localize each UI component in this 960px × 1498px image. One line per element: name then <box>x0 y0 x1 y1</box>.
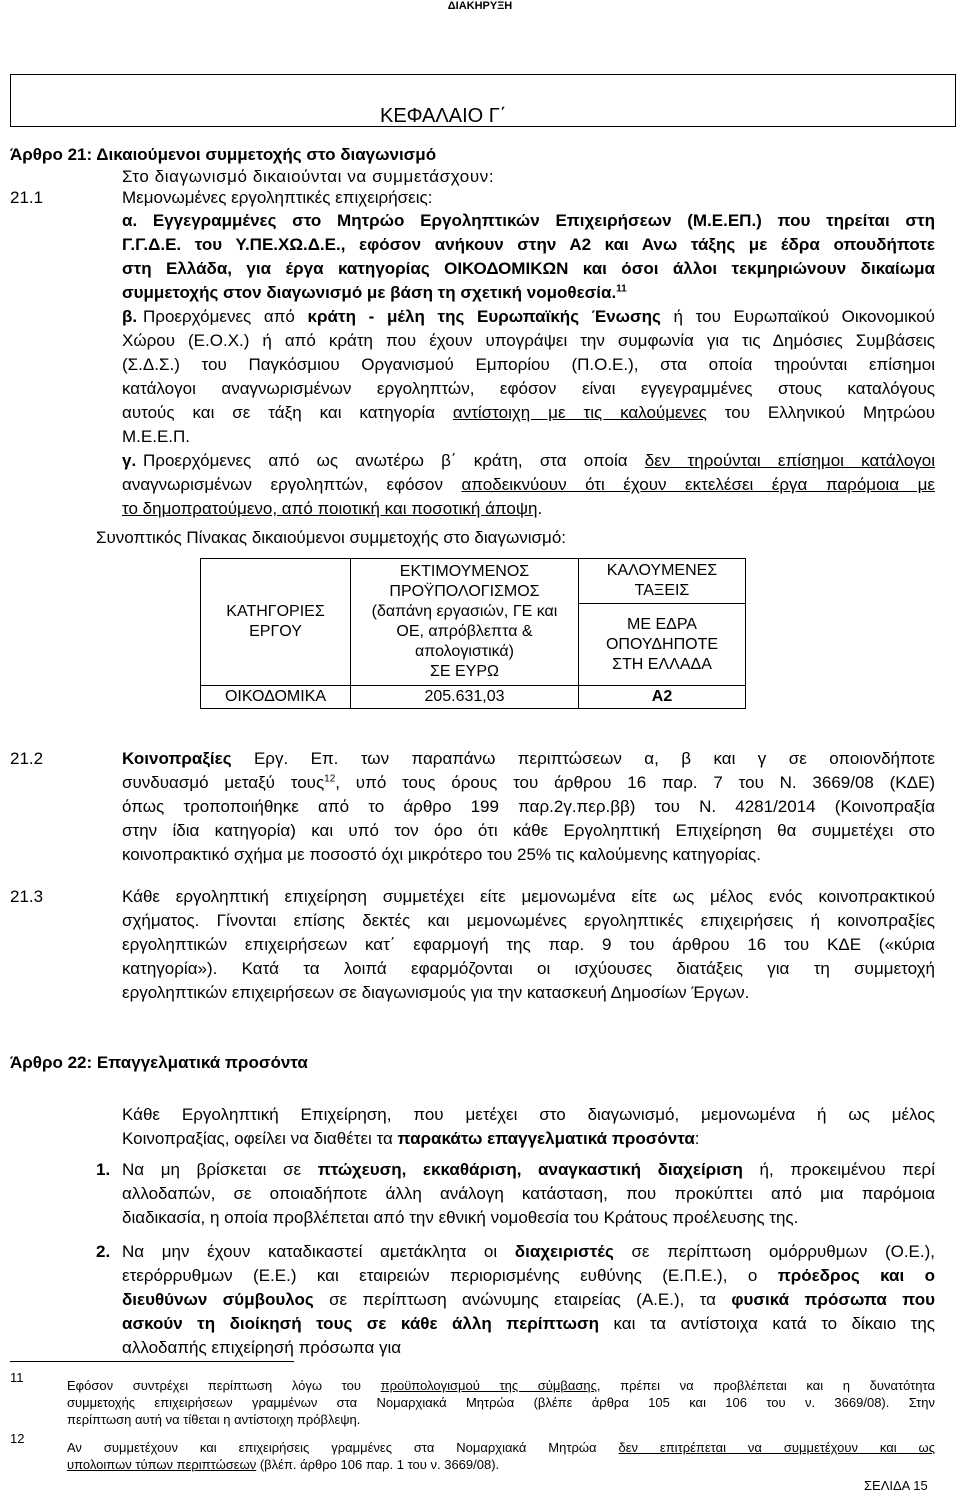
cell-category: ΟΙΚΟΔΟΜΙΚΑ <box>201 686 351 709</box>
footnote-12-line-1 <box>67 1440 935 1455</box>
footnote-12-number: 12 <box>10 1431 25 1446</box>
item-b-line-2: Χώρου (Ε.Ο.Χ.) ή από κράτη που έχουν υπογράψει την συμφωνία για τις Δημόσιες Συμβάσεις <box>122 331 935 350</box>
header-budget-line-5: απολογιστικά) <box>415 643 514 660</box>
item-1-line-1-a: Να μη βρίσκεται σε <box>122 1160 318 1179</box>
item-a-line-3: στη Ελλάδα, για έργα κατηγορίας ΟΙΚΟΔΟΜΙΚΩΝ και όσοι άλλοι τεκμηριώνουν δικαίωμα <box>122 259 935 278</box>
footnote-12-line-1-underline: δεν επιτρέπεται να συμμετέχουν και ως <box>618 1440 935 1455</box>
section-21-2-line-5: κοινοπρακτικό σχήμα με ποσοστό όχι μικρότερο του 25% τις καλούμενης κατηγορίας. <box>122 845 761 864</box>
header-categories-line-1: ΚΑΤΗΓΟΡΙΕΣ <box>226 603 325 620</box>
item-a-line-2-bold: Γ.Γ.Δ.Ε. του Υ.ΠΕ.ΧΩ.Δ.Ε. <box>122 235 341 254</box>
header-classes <box>579 559 746 604</box>
section-21-1-number: 21.1 <box>10 188 44 207</box>
item-2-line-1-bold: διαχειριστές <box>514 1242 614 1261</box>
item-c-line-3-underline: το δημοπρατούμενο, από ποιοτική και ποσοτική άποψη <box>122 499 538 518</box>
section-21-2-line-1 <box>122 749 935 769</box>
item-b-line-1-a: Προερχόμενες από <box>143 307 308 326</box>
header-budget-line-3: (δαπάνη εργασιών, ΓΕ και <box>371 603 558 620</box>
item-2-line-1-a: Να μην έχουν καταδικαστεί αμετάκλητα οι <box>122 1242 515 1261</box>
item-a-line-2-rest: , εφόσον ανήκουν στην Α2 και Ανω τάξης με έδρα οπουδήποτε <box>340 235 935 254</box>
header-budget-line-2: ΠΡΟΫΠΟΛΟΓΙΣΜΟΣ <box>389 583 540 600</box>
section-21-2-line-1-rest: Εργ. Επ. των παραπάνω περιπτώσεων α, β και γ σε οποιονδήποτε <box>231 749 935 768</box>
item-b-line-5 <box>122 403 935 423</box>
item-a-line-4-text: συμμετοχής στον διαγωνισμό με βάση τη σχετική νομοθεσία. <box>122 283 617 302</box>
item-b-line-6: Μ.Ε.Ε.Π. <box>122 427 191 446</box>
header-location <box>579 604 746 686</box>
item-2-line-4-b: και τα αντίστοιχα κατά το δίκαιο της <box>599 1314 936 1333</box>
footnote-11-line-1-c: , πρέπει να προβλέπεται και η δυνατότητα <box>596 1378 935 1393</box>
item-2-line-4-bold: ασκούν τη διοίκησή τους σε κάθε άλλη περίπτωση <box>122 1314 600 1333</box>
section-21-3-line-5: εργοληπτικών επιχειρήσεων σε διαγωνισμούς για την κατασκευή Δημοσίων Έργων. <box>122 983 750 1002</box>
item-b-line-5-underline: αντίστοιχη με τις καλούμενες <box>452 403 707 422</box>
item-1-number: 1. <box>96 1160 111 1179</box>
footnote-ref-11: 11 <box>616 283 627 295</box>
article-21-title: Άρθρο 21: Δικαιούμενοι συμμετοχής στο διαγωνισμό <box>10 145 437 164</box>
article-22-para-line-2-bold: παρακάτω επαγγελματικά προσόντα <box>397 1129 695 1148</box>
item-2-line-2 <box>122 1266 935 1286</box>
footnote-11-line-2: συμμετοχής επιχειρήσεων γραμμένων στα Νομαρχιακά Μητρώα (βλέπε άρθρα 105 και 106 του ν. 3669/08). Στην <box>67 1395 935 1410</box>
item-b-line-5-a: αυτούς και σε τάξη και κατηγορία <box>122 403 453 422</box>
item-2-line-4 <box>122 1314 935 1334</box>
header-location-line-1: ΜΕ ΕΔΡΑ <box>627 615 697 633</box>
header-budget-line-1: ΕΚΤΙΜΟΥΜΕΝΟΣ <box>399 563 530 580</box>
item-c-line-1-underline: δεν τηρούνται επίσημοι κατάλογοι <box>644 451 936 470</box>
section-21-3-number: 21.3 <box>10 887 44 906</box>
footnote-11-line-3: περίπτωση αυτή να τίθεται η αντίστοιχη πρόβλεψη. <box>67 1412 361 1427</box>
item-2-line-3-bold-c: φυσικά πρόσωπα που <box>731 1290 935 1309</box>
item-c-line-1 <box>143 451 935 471</box>
footnote-12-line-2-b: (βλέπ. άρθρο 106 παρ. 1 του ν. 3669/08). <box>256 1457 500 1472</box>
item-2-line-5: αλλοδαπής επιχείρησή πρόσωπα για <box>122 1338 402 1357</box>
footnote-12-line-2-underline: υπολοιπων τύπων περιπτώσεων <box>67 1457 257 1472</box>
header-classes-line-1: ΚΑΛΟΥΜΕΝΕΣ <box>606 562 718 580</box>
item-2-line-3 <box>122 1290 935 1310</box>
item-2-line-3-bold-a: διευθύνων σύμβουλος <box>122 1290 314 1309</box>
footnote-11-line-1-a: Εφόσον συντρέχει περίπτωση λόγω του <box>67 1378 381 1393</box>
article-21-intro: Στο διαγωνισμό δικαιούνται να συμμετάσχουν: <box>122 167 495 186</box>
header-categories <box>201 559 351 686</box>
header-location-line-3: ΣΤΗ ΕΛΛΑΔΑ <box>612 655 712 673</box>
section-21-2-bold: Κοινοπραξίες <box>122 749 232 768</box>
section-21-3-line-4: κατηγορία»). Κατά τα λοιπά εφαρμόζονται οι ισχύουσες διατάξεις για τη συμμετοχή <box>122 959 935 978</box>
footnote-ref-12: 12 <box>324 773 336 785</box>
summary-table <box>200 558 746 709</box>
item-1-line-1-c: ή, προκειμένου περί <box>742 1160 935 1179</box>
item-b-line-1 <box>143 307 935 327</box>
item-b-line-3: (Σ.Δ.Σ.) του Παγκόσμιου Οργανισμού Εμπορίου (Π.Ο.Ε.), στα οποία τηρούνται επίσημοι <box>122 355 935 374</box>
section-21-2-line-2-b: , υπό τους όρους του άρθρου 16 παρ. 7 του Ν. 3669/08 (ΚΔΕ) <box>335 773 935 792</box>
item-c-label: γ. <box>122 451 137 470</box>
item-2-line-2-bold: πρόεδρος και ο <box>777 1266 935 1285</box>
item-a-line-4 <box>122 283 627 303</box>
section-21-3-line-2: σχήματος. Γίνονται επίσης δεκτές και μεμονωμένες εργοληπτικές επιχειρήσεις ή κοινοπραξίες <box>122 911 935 930</box>
header-classes-line-2: ΤΑΞΕΙΣ <box>634 582 690 600</box>
section-21-2-line-3: όπως τροποποιήθηκε από το άρθρο 199 παρ.2γ.περ.ββ) του Ν. 4281/2014 (Κοινοπραξία <box>122 797 935 816</box>
header-budget-line-4: ΟΕ, απρόβλεπτα & <box>396 623 533 640</box>
footnote-11-line-1-underline: προϋπολογισμού της σύμβασης <box>380 1378 597 1393</box>
item-2-line-1-c: σε περίπτωση ομόρρυθμων (Ο.Ε.), <box>613 1242 935 1261</box>
section-21-2-line-4: στην ίδια κατηγορία) και υπό τον όρο ότι κάθε Εργοληπτική Επιχείρηση θα συμμετέχει στο <box>122 821 935 840</box>
item-b-line-5-c: του Ελληνικού Μητρώου <box>706 403 936 422</box>
item-b-line-1-bold: κράτη - μέλη της Ευρωπαϊκής Ένωσης <box>307 307 661 326</box>
item-b-line-4: κατάλογοι αναγνωρισμένων εργοληπτών, εφόσον είναι εγγεγραμμένες στους καταλόγους <box>122 379 935 398</box>
summary-table-title: Συνοπτικός Πίνακας δικαιούμενοι συμμετοχής στο διαγωνισμό: <box>96 528 566 547</box>
item-b-line-1-c: ή του Ευρωπαϊκού Οικονομικού <box>660 307 935 326</box>
article-22-para-line-2 <box>122 1129 700 1149</box>
item-1-line-2: αλλοδαπών, σε οποιαδήποτε άλλη ανάλογη κατάσταση, που προκύπτει από μια παρόμοια <box>122 1184 935 1203</box>
section-21-2-line-2-a: συνδυασμό μεταξύ τους <box>122 773 325 792</box>
item-1-line-3: διαδικασία, η οποία προβλέπεται από την εθνική νομοθεσία του Κράτους προέλευσης της. <box>122 1208 799 1227</box>
chapter-title: ΚΕΦΑΛΑΙΟ Γ΄ <box>380 105 507 127</box>
item-a-line-1: α. Εγγεγραμμένες στο Μητρώο Εργοληπτικών Επιχειρήσεων (Μ.Ε.ΕΠ.) που τηρείται στη <box>122 211 935 230</box>
article-22-para-line-1: Κάθε Εργοληπτική Επιχείρηση, που μετέχει στο διαγωνισμό, μεμονωμένα ή ως μέλος <box>122 1105 935 1124</box>
header-budget <box>351 559 579 686</box>
cell-class: Α2 <box>579 686 746 709</box>
article-22-para-line-2-c: : <box>694 1129 700 1148</box>
cell-budget: 205.631,03 <box>351 686 579 709</box>
table-header-row <box>201 559 746 604</box>
footnote-12-line-2 <box>67 1457 499 1472</box>
header-location-line-2: ΟΠΟΥΔΗΠΟΤΕ <box>605 635 719 653</box>
section-21-1-title: Μεμονωμένες εργοληπτικές επιχειρήσεις: <box>122 188 433 207</box>
page-header: ΔΙΑΚΗΡΥΞΗ <box>447 0 513 12</box>
item-a-line-2 <box>122 235 935 255</box>
page-number: ΣΕΛΙΔΑ 15 <box>864 1478 928 1493</box>
footnote-12-line-1-a: Αν συμμετέχουν και επιχειρήσεις γραμμένες στα Νομαρχιακά Μητρώα <box>67 1440 619 1455</box>
header-categories-line-2: ΕΡΓΟΥ <box>249 623 302 640</box>
item-b-label: β. <box>122 307 138 326</box>
item-c-line-3 <box>122 499 542 519</box>
item-c-line-3-end: . <box>537 499 543 518</box>
footnote-separator <box>10 1361 294 1362</box>
item-c-line-2-a: αναγνωρισμένων εργοληπτών, εφόσον <box>122 475 462 494</box>
article-22-title: Άρθρο 22: Επαγγελματικά προσόντα <box>10 1053 308 1072</box>
section-21-2-line-2 <box>122 773 935 793</box>
section-21-3-line-3: εργοληπτικών επιχειρήσεων κατ΄ εφαρμογή της παρ. 9 του άρθρου 16 του ΚΔΕ («κύρια <box>122 935 935 954</box>
item-1-line-1 <box>122 1160 935 1180</box>
item-2-line-2-a: ετερόρρυθμων (Ε.Ε.) και εταιρειών περιορισμένης ευθύνης (Ε.Π.Ε.), ο <box>122 1266 778 1285</box>
item-2-number: 2. <box>96 1242 111 1261</box>
section-21-2-number: 21.2 <box>10 749 44 768</box>
header-budget-line-6: ΣΕ ΕΥΡΩ <box>430 663 499 680</box>
item-c-line-1-a: Προερχόμενες από ως ανωτέρω β΄ κράτη, στα οποία <box>143 451 645 470</box>
item-1-line-1-bold: πτώχευση, εκκαθάριση, αναγκαστική διαχείριση <box>317 1160 743 1179</box>
section-21-3-line-1: Κάθε εργοληπτική επιχείρηση συμμετέχει είτε μεμονωμένα είτε ως μέλος ενός κοινοπρακτικού <box>122 887 935 906</box>
article-22-para-line-2-a: Κοινοπραξίας, οφείλει να διαθέτει τα <box>122 1129 398 1148</box>
item-c-line-2 <box>122 475 935 495</box>
footnote-11-line-1 <box>67 1378 935 1393</box>
table-row <box>201 686 746 709</box>
item-2-line-3-b: σε περίπτωση ανώνυμης εταιρείας (Α.Ε.), τα <box>313 1290 732 1309</box>
footnote-11-number: 11 <box>10 1370 24 1385</box>
item-c-line-2-underline: αποδεικνύουν ότι έχουν εκτελέσει έργα παρόμοια με <box>461 475 935 494</box>
item-2-line-1 <box>122 1242 935 1262</box>
